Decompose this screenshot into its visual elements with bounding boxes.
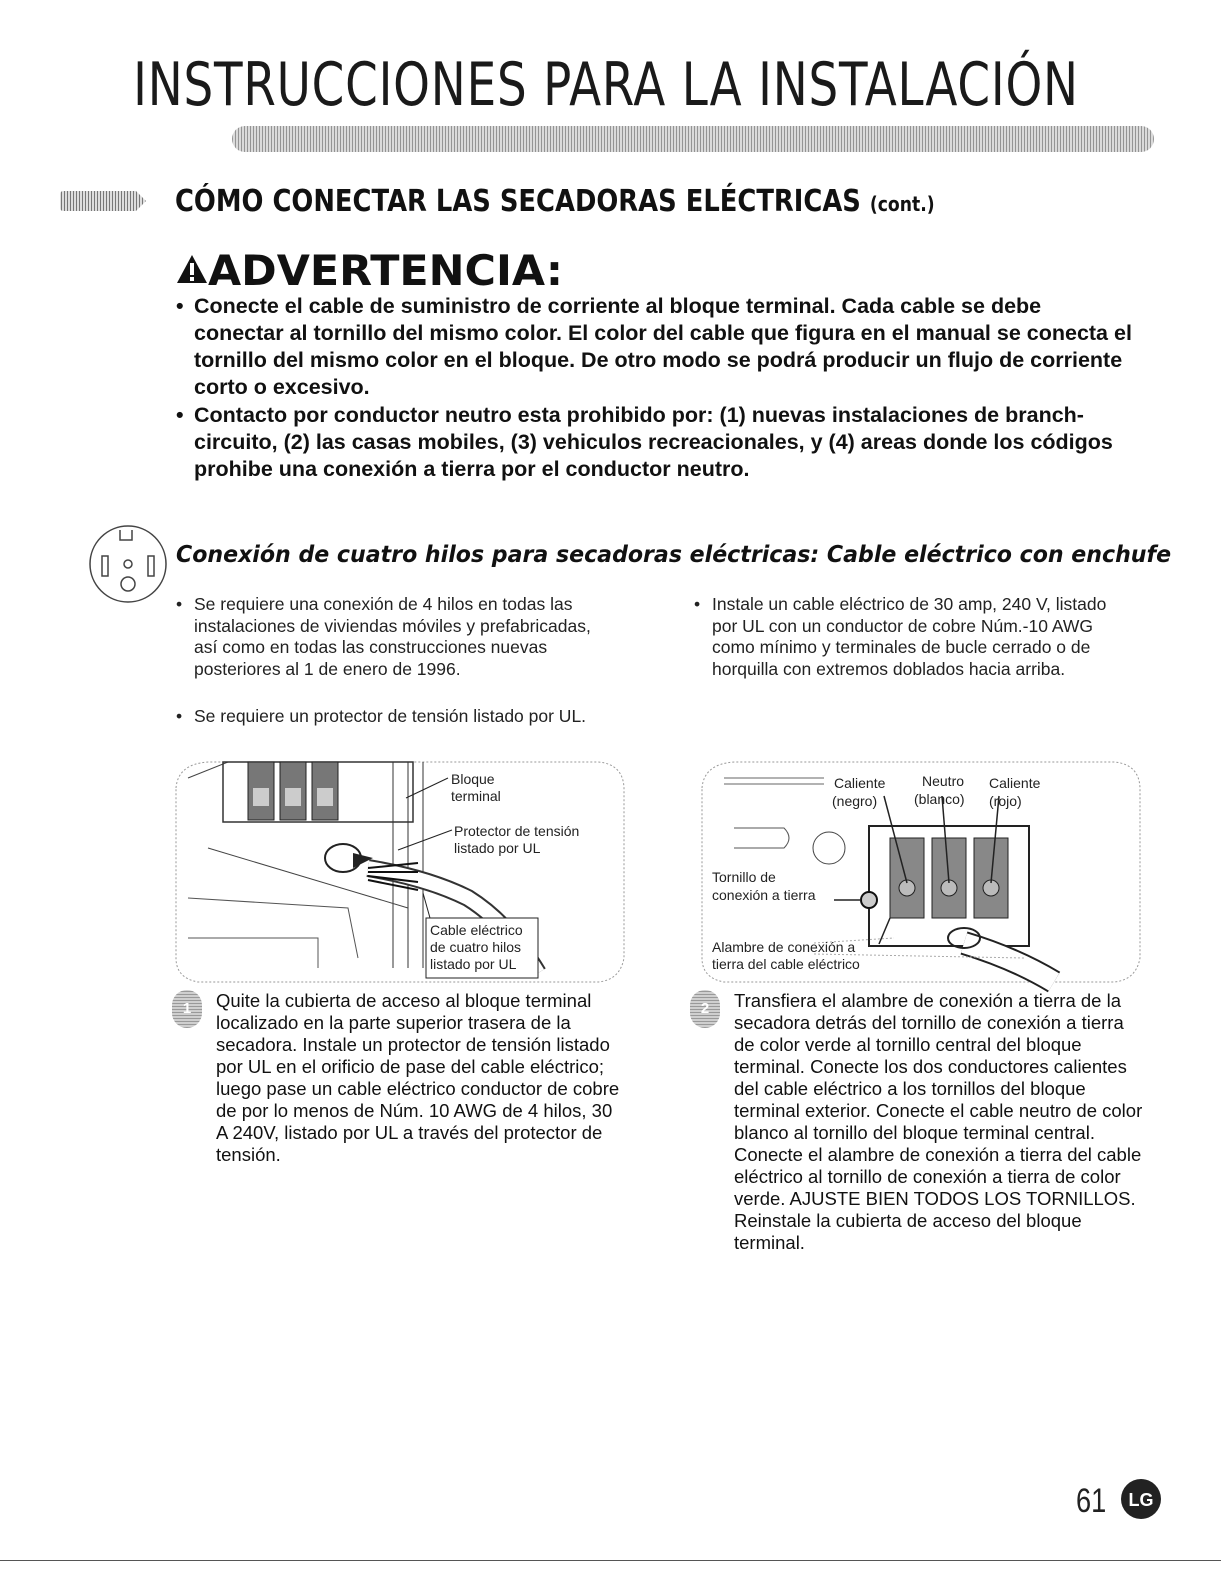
label-terminal: terminal (451, 788, 501, 804)
label-cable-ul: listado por UL (430, 956, 517, 972)
step-2-text: Transfiera el alambre de conexión a tierra de la secadora detrás del tornillo de conexión a tierra de color verde al tornillo central del bloque terminal. Conecte los dos conductores calientes del cable eléctrico a los tornillos del bloque terminal exterior. Conecte el cable neutro de color blanco al tornillo del bloque terminal central. Conecte el alambre de conexión a tierra del cable eléctrico al tornillo de conexión a tierra de color verde. AJUSTE BIEN TODOS LOS TORNILLOS. Reinstale la cubierta de acceso del bloque terminal. (734, 990, 1143, 1253)
header-divider-bar (232, 126, 1154, 152)
terminal-block-figure (168, 758, 630, 988)
bullet-dot: • (176, 594, 183, 614)
page-title: INSTRUCCIONES PARA LA INSTALACIÓN (133, 50, 1079, 120)
warning-bullet (176, 402, 1136, 483)
requirement-text: Se requiere una conexión de 4 hilos en todas las instalaciones de viviendas móviles y prefabricadas, así como en todas las construcciones nuevas posteriores al 1 de enero de 1996. (194, 594, 591, 679)
step-number-badge: 1 (172, 990, 202, 1028)
section-heading-text: CÓMO CONECTAR LAS SECADORAS ELÉCTRICAS (175, 184, 861, 219)
warning-bullet-text: Contacto por conductor neutro esta prohibido por: (1) nuevas instalaciones de branch-circuito, (2) las casas mobiles, (3) vehiculos recreacionales, y (4) areas donde los códigos prohibe una conexión a tierra por el conductor neutro. (194, 403, 1113, 481)
lg-logo-icon (1120, 1478, 1162, 1520)
label-negro: (negro) (832, 793, 878, 809)
requirement-item (176, 706, 636, 728)
section-heading (175, 184, 935, 219)
label-tornillo-tierra: conexión a tierra (712, 887, 816, 903)
requirement-text: Instale un cable eléctrico de 30 amp, 240 V, listado por UL con un conductor de cobre Núm.-10 AWG como mínimo y terminales de bucle cerrado o de horquilla con extremos doblados hacia arriba. (712, 594, 1107, 679)
label-blanco: (blanco) (914, 791, 965, 807)
label-caliente-right: Caliente (989, 775, 1041, 791)
section-marker-icon (58, 190, 148, 212)
requirement-item (694, 594, 1114, 680)
requirement-item (176, 594, 616, 680)
label-protector: Protector de tensión (454, 823, 580, 839)
warning-title: ADVERTENCIA: (208, 246, 564, 295)
label-rojo: (rojo) (989, 793, 1022, 809)
requirement-text: Se requiere un protector de tensión listado por UL. (194, 706, 587, 726)
subsection-heading: Conexión de cuatro hilos para secadoras eléctricas: Cable eléctrico con enchufe (176, 542, 1172, 568)
label-cable: Cable eléctrico (430, 922, 523, 938)
warning-bullet-text: Conecte el cable de suministro de corriente al bloque terminal. Cada cable se debe conectar al tornillo del mismo color. El color del cable que figura en el manual se conecta el tornillo del mismo color en el bloque. De otro modo se podrá producir un flujo de corriente corto o excesivo. (194, 294, 1132, 399)
step-1-text: Quite la cubierta de acceso al bloque terminal localizado en la parte superior trasera de la secadora. Instale un protector de tensión listado por UL en el orificio de pase del cable eléctrico; luego pase un cable eléctrico conductor de cobre de por lo menos de Núm. 10 AWG de 4 hilos, 30 A 240V, listado por UL a través del protector de tensión. (216, 990, 620, 1165)
label-alambre-cable: tierra del cable eléctrico (712, 956, 860, 972)
label-tornillo: Tornillo de (712, 869, 776, 885)
four-prong-outlet-icon (88, 522, 168, 606)
label-cable-hilos: de cuatro hilos (430, 939, 522, 955)
warning-bullet (176, 293, 1136, 401)
label-neutro: Neutro (922, 773, 965, 789)
label-caliente-left: Caliente (834, 775, 886, 791)
bullet-dot: • (694, 594, 701, 614)
label-protector-ul: listado por UL (454, 840, 541, 856)
label-bloque: Bloque (451, 771, 495, 787)
bottom-rule (0, 1560, 1221, 1561)
warning-triangle-icon (176, 254, 208, 284)
bullet-dot: • (176, 294, 184, 318)
bullet-dot: • (176, 403, 184, 427)
step-number-badge: 2 (690, 990, 720, 1028)
label-alambre: Alambre de conexión a (712, 939, 856, 955)
ground-wire-figure (694, 758, 1146, 988)
page-number: 61 (1076, 1482, 1107, 1520)
logo-text: LG (1128, 1490, 1154, 1510)
section-heading-suffix: (cont.) (869, 192, 935, 216)
bullet-dot: • (176, 706, 183, 726)
